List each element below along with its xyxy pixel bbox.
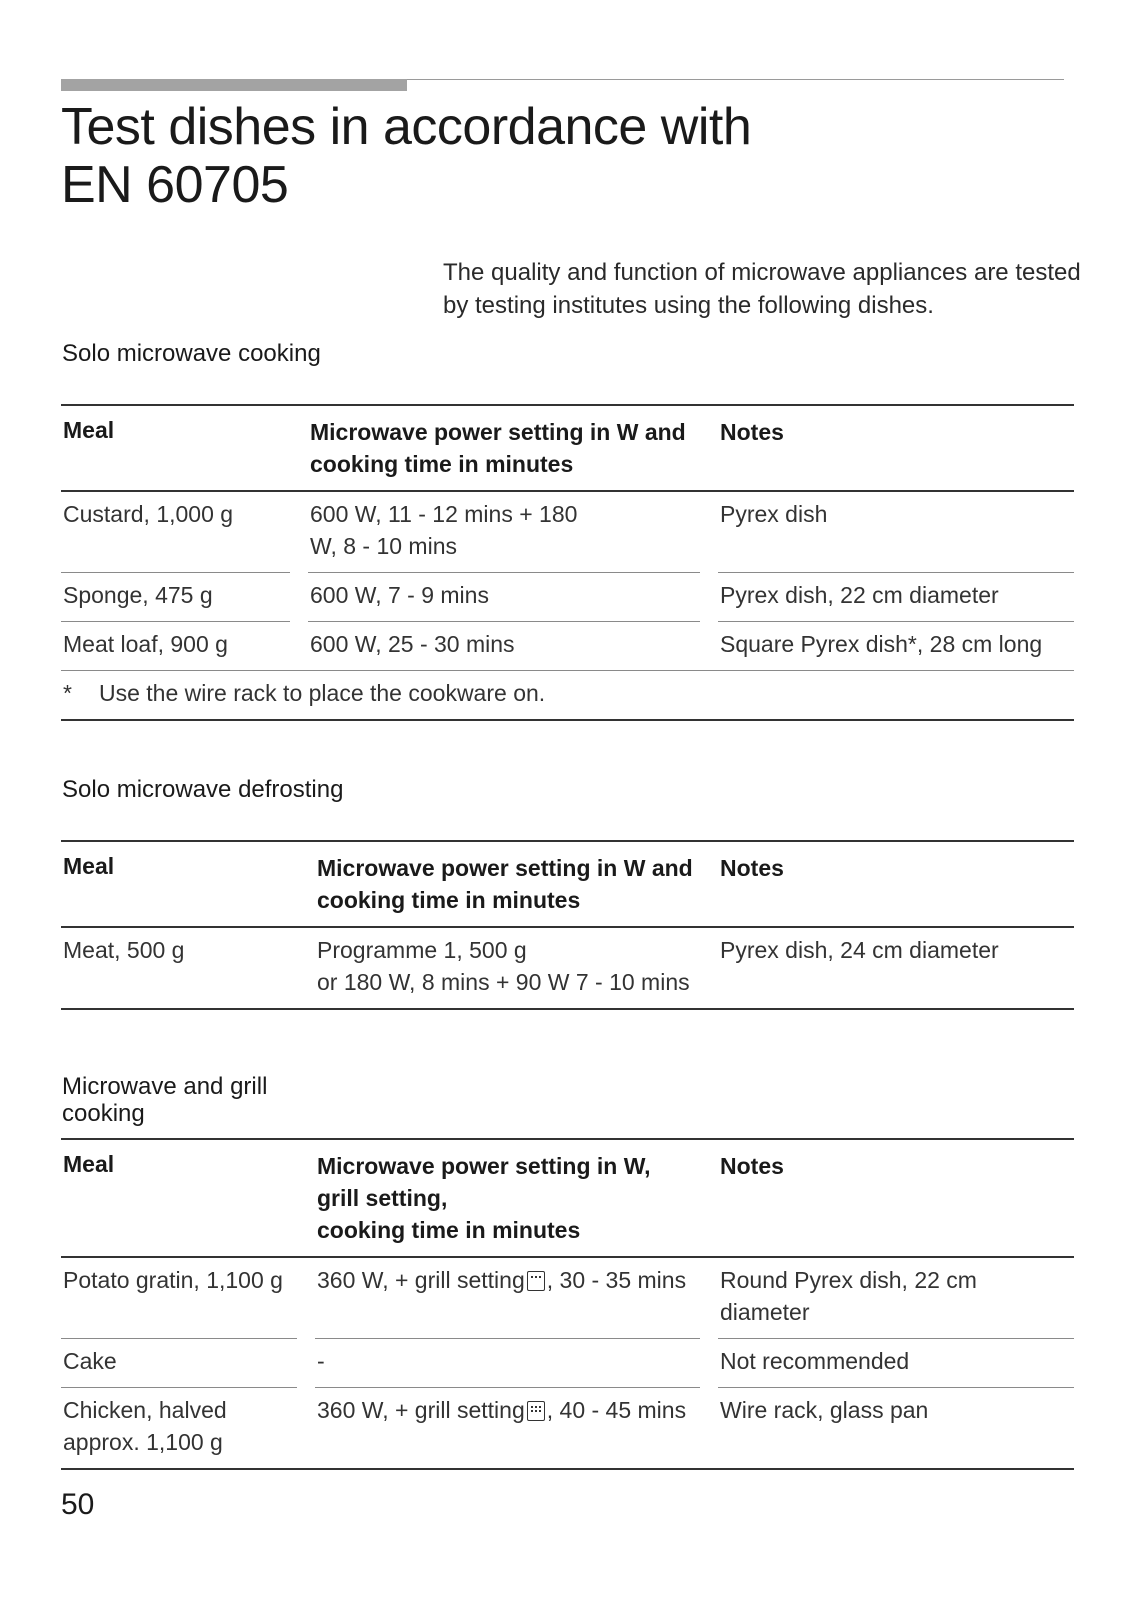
col-header-meal: Meal	[63, 1151, 115, 1177]
table-footnote-row	[61, 671, 1074, 721]
col-header-power-line2: grill setting,	[317, 1185, 448, 1211]
cell-power: 600 W, 7 - 9 mins	[310, 582, 489, 608]
cell-meal: Potato gratin, 1,100 g	[63, 1267, 283, 1293]
page-title	[61, 98, 961, 214]
cell-power-text: 360 W, + grill setting	[317, 1397, 525, 1423]
table-microwave-grill	[61, 1138, 1074, 1470]
cell-notes: Not recommended	[720, 1348, 910, 1374]
table-row	[61, 492, 1074, 573]
cell-notes: Pyrex dish, 24 cm diameter	[720, 937, 999, 963]
footnote-text: Use the wire rack to place the cookware on.	[99, 680, 546, 706]
col-header-notes: Notes	[720, 419, 784, 445]
table-header-row	[61, 840, 1074, 928]
table-row	[61, 573, 1074, 622]
cell-power: 600 W, 25 - 30 mins	[310, 631, 515, 657]
intro-paragraph: The quality and function of microwave appliances are tested by testing institutes using the following dishes.	[443, 259, 1081, 319]
section-heading-solo-defrosting: Solo microwave defrosting	[62, 776, 344, 803]
cell-meal-line1: Chicken, halved	[63, 1397, 227, 1423]
col-header-power: Microwave power setting in W and cooking time in minutes	[317, 855, 693, 913]
cell-power-text: 360 W, + grill setting	[317, 1267, 525, 1293]
page-title-line1: Test dishes in accordance with	[61, 98, 752, 156]
page-title-line2: EN 60705	[61, 156, 289, 214]
col-header-meal: Meal	[63, 853, 115, 879]
table-header-row	[61, 1138, 1074, 1258]
cell-power: 600 W, 11 - 12 mins + 180 W, 8 - 10 mins	[310, 501, 578, 559]
cell-notes: Square Pyrex dish*, 28 cm long	[720, 631, 1043, 657]
section-heading-solo-cooking: Solo microwave cooking	[62, 340, 321, 367]
cell-meal	[61, 1388, 297, 1468]
footnote-marker: *	[63, 680, 72, 706]
cell-power: -	[317, 1348, 325, 1374]
cell-power-time: , 40 - 45 mins	[546, 1397, 687, 1423]
cell-notes: Pyrex dish, 22 cm diameter	[720, 582, 999, 608]
col-header-power: Microwave power setting in W and cooking time in minutes	[310, 419, 686, 477]
header-rule	[407, 79, 1064, 80]
cell-meal-line2: approx. 1,100 g	[63, 1429, 223, 1455]
header-accent-bar	[61, 79, 407, 91]
cell-notes: Pyrex dish	[720, 501, 828, 527]
col-header-meal: Meal	[63, 417, 115, 443]
cell-meal: Custard, 1,000 g	[63, 501, 234, 527]
col-header-notes: Notes	[720, 1153, 784, 1179]
cell-power-line2: or 180 W, 8 mins + 90 W 7 - 10 mins	[317, 969, 690, 995]
table-row	[61, 1388, 1074, 1470]
table-row	[61, 1339, 1074, 1388]
cell-power	[315, 928, 700, 1008]
table-solo-cooking	[61, 404, 1074, 721]
grill-setting-1-icon	[527, 1271, 545, 1291]
table-solo-defrosting	[61, 840, 1074, 1010]
table-row	[61, 622, 1074, 671]
cell-notes: Wire rack, glass pan	[720, 1397, 929, 1423]
cell-meal: Cake	[63, 1348, 117, 1374]
cell-power	[315, 1388, 700, 1436]
table-row	[61, 928, 1074, 1010]
cell-power	[315, 1258, 700, 1306]
col-header-notes: Notes	[720, 855, 784, 881]
section-heading-line2: cooking	[62, 1100, 145, 1127]
section-heading-line1: Microwave and grill	[62, 1073, 268, 1100]
table-footnote	[61, 671, 1074, 719]
col-header-power-line1: Microwave power setting in W,	[317, 1153, 651, 1179]
page-number: 50	[61, 1488, 95, 1521]
cell-meal: Sponge, 475 g	[63, 582, 213, 608]
cell-notes: Round Pyrex dish, 22 cm diameter	[720, 1267, 977, 1325]
cell-power-time: , 30 - 35 mins	[546, 1267, 687, 1293]
section-heading-microwave-grill	[62, 1073, 267, 1127]
table-header-row	[61, 404, 1074, 492]
grill-setting-2-icon	[527, 1401, 545, 1421]
cell-power-line1: Programme 1, 500 g	[317, 937, 527, 963]
col-header-power-line3: cooking time in minutes	[317, 1217, 581, 1243]
col-header-power	[315, 1140, 700, 1256]
table-row	[61, 1258, 1074, 1339]
cell-meal: Meat, 500 g	[63, 937, 185, 963]
cell-meal: Meat loaf, 900 g	[63, 631, 228, 657]
